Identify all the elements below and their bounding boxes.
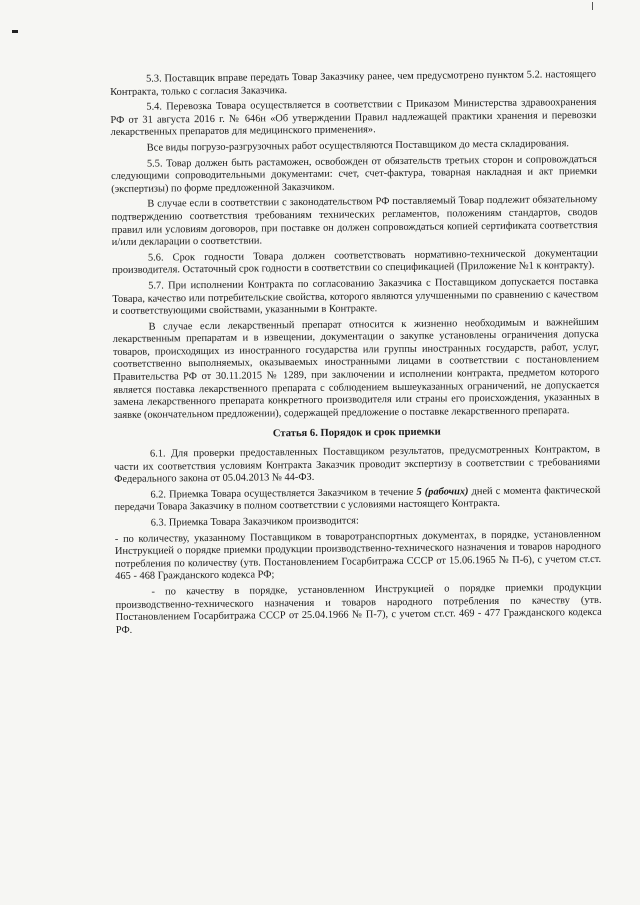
scan-mark-top-right xyxy=(592,2,593,10)
clause-6-1: 6.1. Для проверки предоставленных Поставщиком результатов, предусмотренных Контрактом, в части их соответствия условиям Контракта Заказчик проводит экспертизу в соответствии с требованиями Федерального закона от 05.04.2013 № 44-ФЗ. xyxy=(114,443,601,486)
clause-5-5-certification: В случае если в соответствии с законодательством РФ поставляемый Товар подлежит обязательному подтверждению соответствия требованиям технических регламентов, положениям стандартов, сводов правил или условиям договоров, при поставке он должен сопровождаться копией сертификата соответствия и/или декларации о соответствии. xyxy=(111,194,598,249)
article-6-heading: Статья 6. Порядок и срок приемки xyxy=(272,426,441,440)
contract-text xyxy=(110,69,602,640)
clause-5-4: 5.4. Перевозка Товара осуществляется в соответствии с Приказом Министерства здравоохранения РФ от 31 августа 2016 г. № 646н «Об утверждении Правил надлежащей практики хранения и перевозки лекарственных препаратов для медицинского применения». xyxy=(110,97,597,139)
clause-6-2 xyxy=(114,485,600,515)
clause-5-5: 5.5. Товар должен быть растаможен, освобожден от обязательств третьих сторон и сопровождаться следующими сопроводительными документами: счет, счет-фактура, товарная накладная и акт приемки (экспертизы) по форме предложенной Заказчиком. xyxy=(111,153,598,195)
clause-6-3-quantity: - по количеству, указанному Поставщиком в товаротранспортных документах, в порядке, установленном Инструкцией о порядке приемки продукции производственно-технического назначения и товаров народного потребления по количеству (утв. Постановлением Госарбитража СССР от 15.06.1965 № П-6), с учетом ст.ст. 465 - 468 Гражданского кодекса РФ; xyxy=(114,528,602,583)
clause-5-4-loading: Все виды погрузо-разгрузочных работ осуществляются Поставщиком до места складирования. xyxy=(146,138,570,154)
clause-6-2-end: дней с момента фактической передачи Товара Заказчику в полном соответствии с условиями настоящего Контракта. xyxy=(114,484,601,514)
clause-6-2-start: 6.2. Приемка Товара осуществляется Заказчиком в течение xyxy=(150,486,417,501)
clause-5-7: 5.7. При исполнении Контракта по согласованию Заказчика с Поставщиком допускается поставка Товара, качество или потребительские свойства, которого являются улучшенными по сравнению с качеством и соответствующими свойствами, указанными в Контракте. xyxy=(112,275,599,318)
clause-5-6: 5.6. Срок годности Товара должен соответствовать нормативно-технической документации производителя. Остаточный срок годности в соответствии со спецификацией (Приложение №1 к контракту). xyxy=(112,247,598,277)
clause-5-7-drugs: В случае если лекарственный препарат относится к жизненно необходимым и важнейшим лекарственным препаратам и в извещении, документации о закупке установлены ограничения допуска товаров, происходящих из иностранного государства или группы иностранных государств, работ, услуг, соответственно выполняемых, оказываемых иностранными лицами в соответствии с постановлением Правительства РФ от 30.11.2015 № 1289, при заключении и исполнении контракта, предметом которого является поставка лекарственного препарата с соблюдением вышеуказанных ограничений, не допускается замена лекарственного препарата конкретного производителя или страны его происхождения, указанных в заявке (окончательном предложении), содержащей предложение о поставке лекарственного препарата. xyxy=(112,316,600,421)
clause-6-3-quality: - по качеству в порядке, установленном Инструкцией о порядке приемки продукции производственно-технического назначения и товаров народного потребления по качеству (утв. Постановлением Госарбитража СССР от 25.04.1966 № П-7), с учетом ст.ст. 469 - 477 Гражданского кодекса РФ. xyxy=(115,581,602,636)
scan-mark xyxy=(12,30,18,33)
clause-5-3: 5.3. Поставщик вправе передать Товар Заказчику ранее, чем предусмотрено пунктом 5.2. настоящего Контракта, только с согласия Заказчика. xyxy=(110,68,597,98)
clause-6-3: 6.3. Приемка Товара Заказчиком производится: xyxy=(150,515,359,529)
clause-6-2-term: 5 (рабочих) xyxy=(416,486,469,498)
